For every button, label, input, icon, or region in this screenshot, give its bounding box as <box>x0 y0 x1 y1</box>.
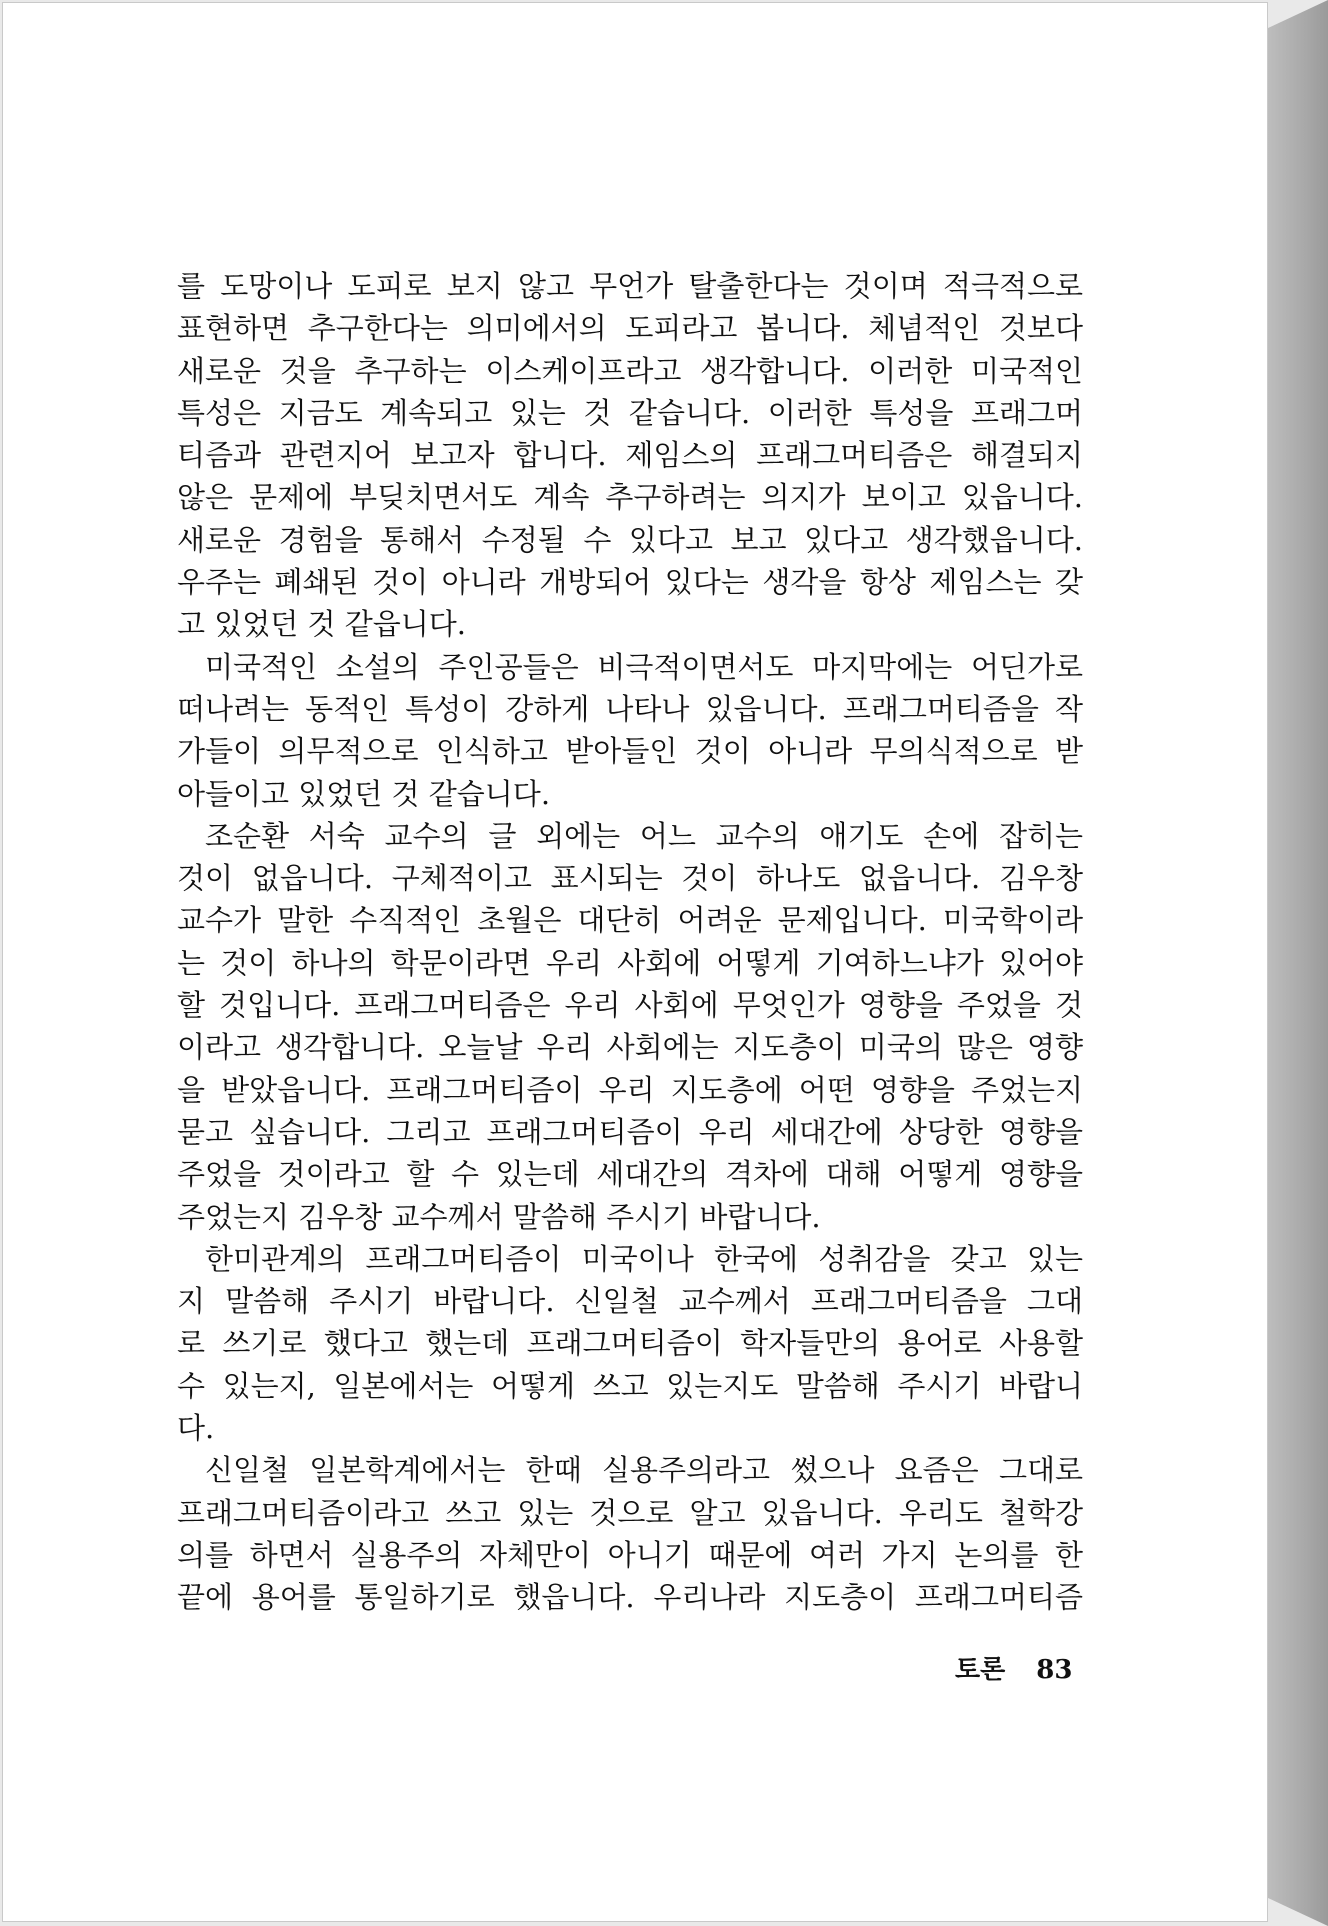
text-line: 로 쓰기로 했다고 했는데 프래그머티즘이 학자들만의 용어로 사용할 <box>177 1326 1083 1361</box>
text-line: 미국적인 소설의 주인공들은 비극적이면서도 마지막에는 어딘가로 <box>205 649 1083 684</box>
page-edge <box>1268 0 1328 1926</box>
page-footer <box>955 1649 1072 1686</box>
text-line: 한미관계의 프래그머티즘이 미국이나 한국에 성취감을 갖고 있는 <box>205 1241 1083 1276</box>
text-line: 고 있었던 것 같읍니다. <box>177 607 466 642</box>
text-line: 다. <box>177 1411 215 1446</box>
text-line: 않은 문제에 부딪치면서도 계속 추구하려는 의지가 보이고 있읍니다. <box>177 480 1083 515</box>
text-line: 것이 없읍니다. 구체적이고 표시되는 것이 하나도 없읍니다. 김우창 <box>177 861 1083 896</box>
text-line: 새로운 경험을 통해서 수정될 수 있다고 보고 있다고 생각했읍니다. <box>177 522 1083 557</box>
text-line: 교수가 말한 수직적인 초월은 대단히 어려운 문제입니다. 미국학이라 <box>177 903 1083 938</box>
text-line: 지 말씀해 주시기 바랍니다. 신일철 교수께서 프래그머티즘을 그대 <box>177 1284 1083 1319</box>
text-line: 티즘과 관련지어 보고자 합니다. 제임스의 프래그머티즘은 해결되지 <box>177 438 1083 473</box>
page-number: 83 <box>1036 1655 1073 1685</box>
text-line: 떠나려는 동적인 특성이 강하게 나타나 있읍니다. 프래그머티즘을 작 <box>177 691 1083 726</box>
paragraph <box>177 646 1083 815</box>
text-line: 할 것입니다. 프래그머티즘은 우리 사회에 무엇인가 영향을 주었을 것 <box>177 988 1083 1023</box>
text-line: 아들이고 있었던 것 같습니다. <box>177 776 551 811</box>
paragraph <box>177 1238 1083 1449</box>
text-line: 는 것이 하나의 학문이라면 우리 사회에 어떻게 기여하느냐가 있어야 <box>177 945 1083 980</box>
document-page <box>2 2 1268 1922</box>
text-line: 가들이 의무적으로 인식하고 받아들인 것이 아니라 무의식적으로 받 <box>177 734 1083 769</box>
body-text <box>177 265 1083 1619</box>
text-line: 수 있는지, 일본에서는 어떻게 쓰고 있는지도 말씀해 주시기 바랍니 <box>177 1368 1083 1403</box>
text-line: 프래그머티즘이라고 쓰고 있는 것으로 알고 있읍니다. 우리도 철학강 <box>177 1495 1083 1530</box>
text-line: 주었을 것이라고 할 수 있는데 세대간의 격차에 대해 어떻게 영향을 <box>177 1157 1083 1192</box>
paragraph <box>177 265 1083 646</box>
paragraph <box>177 815 1083 1238</box>
text-line: 주었는지 김우창 교수께서 말씀해 주시기 바랍니다. <box>177 1199 821 1234</box>
section-label: 토론 <box>955 1655 1006 1685</box>
text-line: 묻고 싶습니다. 그리고 프래그머티즘이 우리 세대간에 상당한 영향을 <box>177 1114 1083 1149</box>
text-line: 끝에 용어를 통일하기로 했읍니다. 우리나라 지도층이 프래그머티즘 <box>177 1580 1083 1615</box>
speaker-line: 신일철 일본학계에서는 한때 실용주의라고 썼으나 요즘은 그대로 <box>205 1453 1083 1488</box>
text-line: 를 도망이나 도피로 보지 않고 무언가 탈출한다는 것이며 적극적으로 <box>177 269 1083 303</box>
text-line: 표현하면 추구한다는 의미에서의 도피라고 봅니다. 체념적인 것보다 <box>177 311 1083 346</box>
text-line: 새로운 것을 추구하는 이스케이프라고 생각합니다. 이러한 미국적인 <box>177 353 1083 388</box>
text-line: 을 받았읍니다. 프래그머티즘이 우리 지도층에 어떤 영향을 주었는지 <box>177 1072 1083 1107</box>
text-line: 우주는 폐쇄된 것이 아니라 개방되어 있다는 생각을 항상 제임스는 갖 <box>177 565 1083 600</box>
text-line: 이라고 생각합니다. 오늘날 우리 사회에는 지도층이 미국의 많은 영향 <box>177 1030 1083 1065</box>
text-line: 특성은 지금도 계속되고 있는 것 같습니다. 이러한 특성을 프래그머 <box>177 395 1083 430</box>
speaker-line: 조순환 서숙 교수의 글 외에는 어느 교수의 애기도 손에 잡히는 <box>205 818 1083 853</box>
text-line: 의를 하면서 실용주의 자체만이 아니기 때문에 여러 가지 논의를 한 <box>177 1537 1083 1572</box>
paragraph <box>177 1449 1083 1618</box>
